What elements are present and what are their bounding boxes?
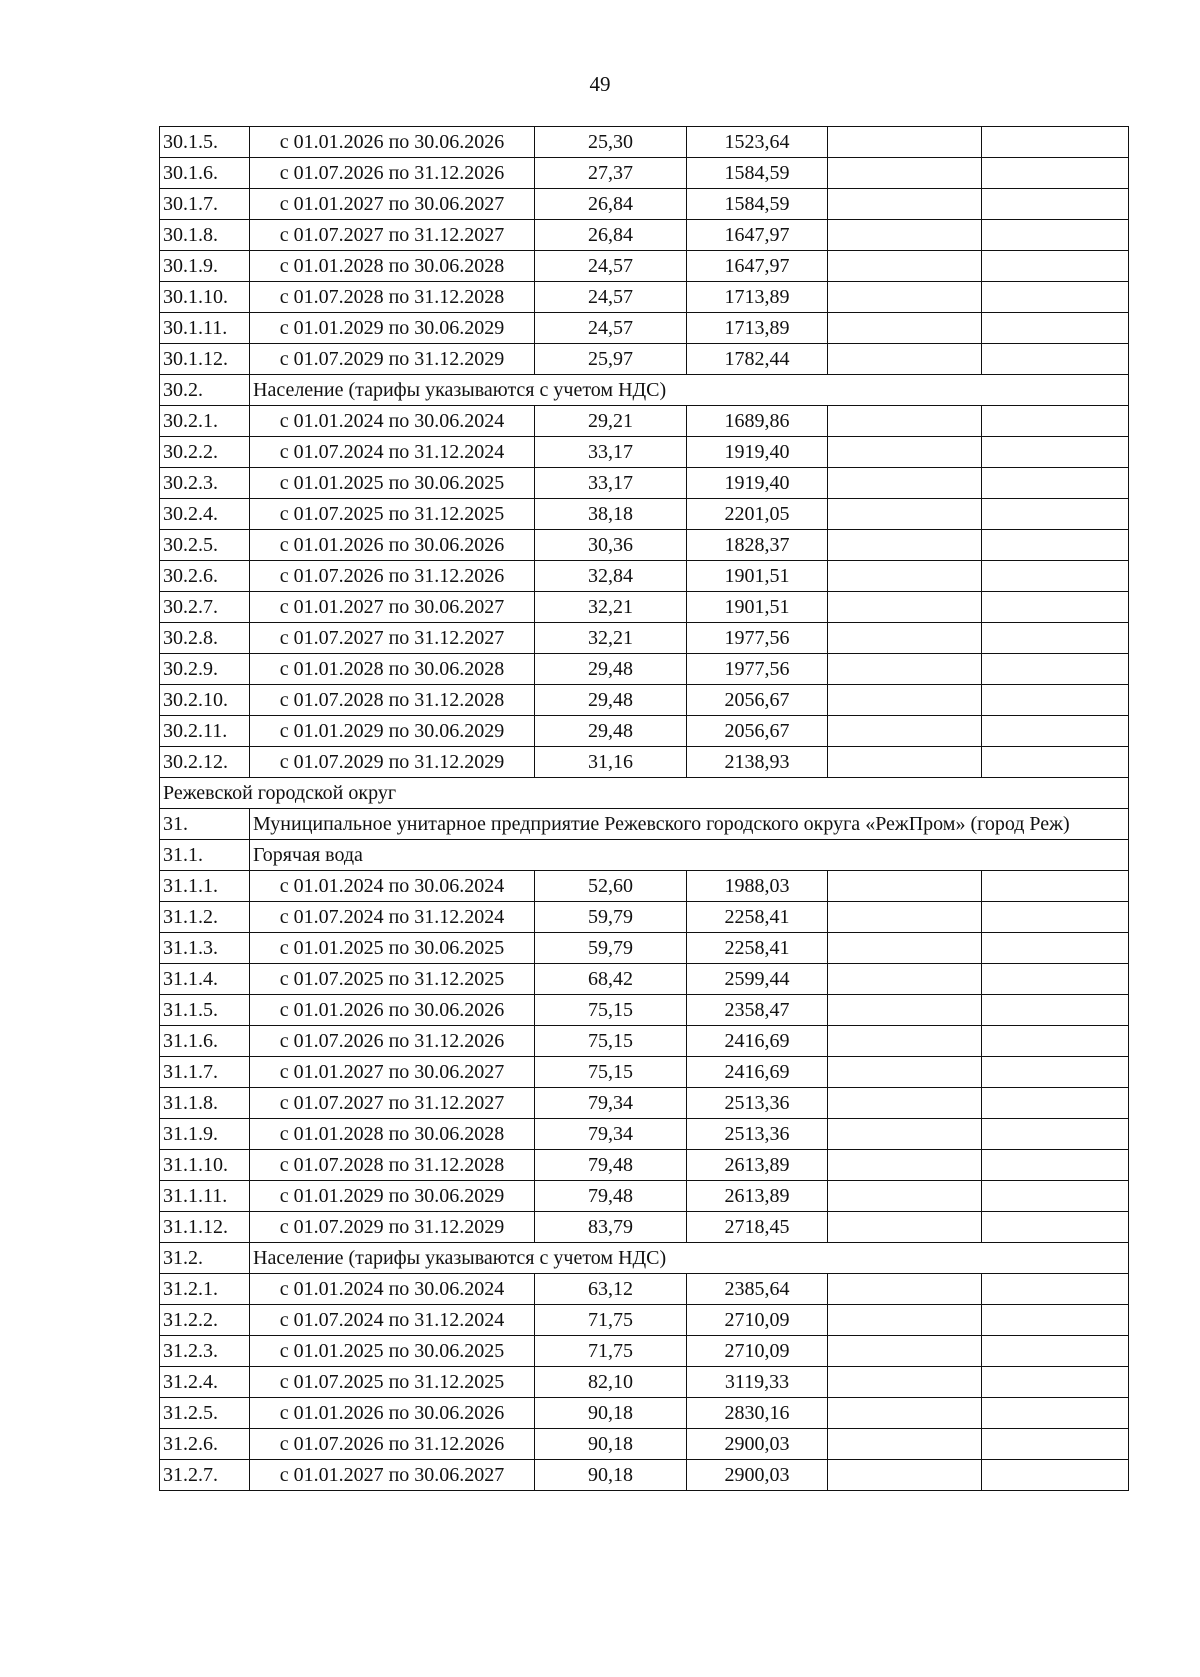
table-row [160, 127, 1129, 158]
tariff-value-2: 2258,41 [687, 902, 828, 933]
empty-cell [982, 1367, 1129, 1398]
tariff-period: с 01.01.2025 по 30.06.2025 [250, 468, 535, 499]
tariff-period: с 01.07.2028 по 31.12.2028 [250, 1150, 535, 1181]
empty-cell [828, 716, 982, 747]
empty-cell [982, 127, 1129, 158]
row-number: 31. [160, 809, 250, 840]
empty-cell [828, 1057, 982, 1088]
row-number: 31.2.6. [160, 1429, 250, 1460]
tariff-table-body [160, 127, 1129, 1491]
row-number: 31.1.11. [160, 1181, 250, 1212]
tariff-value-2: 2416,69 [687, 1026, 828, 1057]
empty-cell [982, 623, 1129, 654]
empty-cell [828, 468, 982, 499]
row-number: 30.1.7. [160, 189, 250, 220]
row-number: 31.1.10. [160, 1150, 250, 1181]
tariff-value-2: 1828,37 [687, 530, 828, 561]
row-number: 31.1.2. [160, 902, 250, 933]
tariff-period: с 01.07.2026 по 31.12.2026 [250, 1429, 535, 1460]
row-number: 31.1.5. [160, 995, 250, 1026]
row-number: 31.1.6. [160, 1026, 250, 1057]
empty-cell [828, 530, 982, 561]
tariff-value-1: 79,34 [535, 1088, 687, 1119]
tariff-value-2: 1988,03 [687, 871, 828, 902]
row-number: 31.2.3. [160, 1336, 250, 1367]
row-number: 30.2.11. [160, 716, 250, 747]
table-row [160, 654, 1129, 685]
tariff-value-2: 1919,40 [687, 437, 828, 468]
table-row [160, 313, 1129, 344]
row-number: 31.1.9. [160, 1119, 250, 1150]
row-number: 30.2.2. [160, 437, 250, 468]
tariff-value-2: 1647,97 [687, 251, 828, 282]
tariff-value-2: 2599,44 [687, 964, 828, 995]
tariff-value-1: 90,18 [535, 1460, 687, 1491]
empty-cell [828, 1460, 982, 1491]
tariff-value-1: 31,16 [535, 747, 687, 778]
row-number: 31.1.4. [160, 964, 250, 995]
table-row [160, 189, 1129, 220]
tariff-value-1: 75,15 [535, 1057, 687, 1088]
empty-cell [982, 995, 1129, 1026]
empty-cell [828, 1274, 982, 1305]
tariff-value-2: 2056,67 [687, 685, 828, 716]
row-number: 30.2.9. [160, 654, 250, 685]
tariff-value-1: 71,75 [535, 1305, 687, 1336]
tariff-period: с 01.01.2027 по 30.06.2027 [250, 592, 535, 623]
empty-cell [828, 1212, 982, 1243]
tariff-period: с 01.01.2026 по 30.06.2026 [250, 530, 535, 561]
tariff-period: с 01.01.2024 по 30.06.2024 [250, 1274, 535, 1305]
empty-cell [828, 995, 982, 1026]
table-section-row [160, 1243, 1129, 1274]
tariff-value-1: 71,75 [535, 1336, 687, 1367]
row-number: 30.1.12. [160, 344, 250, 375]
tariff-value-2: 2900,03 [687, 1460, 828, 1491]
row-number: 30.1.6. [160, 158, 250, 189]
empty-cell [982, 158, 1129, 189]
row-number: 31.1.12. [160, 1212, 250, 1243]
tariff-value-1: 24,57 [535, 313, 687, 344]
section-title: Горячая вода [250, 840, 1129, 871]
empty-cell [828, 282, 982, 313]
tariff-value-1: 25,30 [535, 127, 687, 158]
tariff-value-1: 24,57 [535, 282, 687, 313]
tariff-value-1: 25,97 [535, 344, 687, 375]
empty-cell [982, 716, 1129, 747]
tariff-period: с 01.07.2024 по 31.12.2024 [250, 902, 535, 933]
empty-cell [828, 1088, 982, 1119]
tariff-value-1: 33,17 [535, 437, 687, 468]
tariff-period: с 01.01.2026 по 30.06.2026 [250, 127, 535, 158]
empty-cell [982, 871, 1129, 902]
tariff-value-2: 1584,59 [687, 158, 828, 189]
empty-cell [982, 1274, 1129, 1305]
empty-cell [828, 654, 982, 685]
tariff-value-2: 2513,36 [687, 1119, 828, 1150]
empty-cell [828, 220, 982, 251]
empty-cell [982, 468, 1129, 499]
empty-cell [828, 189, 982, 220]
tariff-value-1: 32,21 [535, 623, 687, 654]
tariff-period: с 01.01.2028 по 30.06.2028 [250, 654, 535, 685]
tariff-value-2: 2201,05 [687, 499, 828, 530]
tariff-value-1: 33,17 [535, 468, 687, 499]
empty-cell [828, 933, 982, 964]
tariff-value-1: 29,48 [535, 716, 687, 747]
tariff-value-2: 2385,64 [687, 1274, 828, 1305]
empty-cell [982, 747, 1129, 778]
tariff-period: с 01.01.2025 по 30.06.2025 [250, 1336, 535, 1367]
tariff-value-1: 83,79 [535, 1212, 687, 1243]
section-title: Население (тарифы указываются с учетом НДС) [250, 375, 1129, 406]
tariff-period: с 01.01.2026 по 30.06.2026 [250, 1398, 535, 1429]
table-row [160, 623, 1129, 654]
empty-cell [828, 1181, 982, 1212]
row-number: 30.1.9. [160, 251, 250, 282]
empty-cell [828, 1119, 982, 1150]
tariff-value-2: 1977,56 [687, 654, 828, 685]
tariff-value-2: 1901,51 [687, 592, 828, 623]
tariff-period: с 01.07.2025 по 31.12.2025 [250, 1367, 535, 1398]
tariff-period: с 01.07.2026 по 31.12.2026 [250, 1026, 535, 1057]
tariff-period: с 01.01.2024 по 30.06.2024 [250, 871, 535, 902]
tariff-value-1: 29,21 [535, 406, 687, 437]
row-number: 30.2.6. [160, 561, 250, 592]
tariff-period: с 01.01.2027 по 30.06.2027 [250, 1460, 535, 1491]
empty-cell [828, 158, 982, 189]
table-row [160, 902, 1129, 933]
tariff-value-2: 2710,09 [687, 1305, 828, 1336]
tariff-value-1: 30,36 [535, 530, 687, 561]
tariff-period: с 01.01.2025 по 30.06.2025 [250, 933, 535, 964]
tariff-value-2: 1977,56 [687, 623, 828, 654]
tariff-value-1: 52,60 [535, 871, 687, 902]
tariff-value-1: 32,21 [535, 592, 687, 623]
empty-cell [828, 623, 982, 654]
tariff-value-1: 90,18 [535, 1429, 687, 1460]
empty-cell [828, 871, 982, 902]
tariff-period: с 01.07.2028 по 31.12.2028 [250, 685, 535, 716]
empty-cell [828, 1026, 982, 1057]
row-number: 30.2.1. [160, 406, 250, 437]
table-row [160, 1367, 1129, 1398]
row-number: 31.1. [160, 840, 250, 871]
table-row [160, 871, 1129, 902]
tariff-value-2: 1782,44 [687, 344, 828, 375]
empty-cell [982, 437, 1129, 468]
table-row [160, 437, 1129, 468]
tariff-period: с 01.07.2026 по 31.12.2026 [250, 561, 535, 592]
table-row [160, 158, 1129, 189]
tariff-value-2: 2513,36 [687, 1088, 828, 1119]
tariff-value-2: 1713,89 [687, 313, 828, 344]
tariff-period: с 01.07.2027 по 31.12.2027 [250, 623, 535, 654]
row-number: 30.1.10. [160, 282, 250, 313]
row-number: 31.2.5. [160, 1398, 250, 1429]
tariff-value-2: 2613,89 [687, 1150, 828, 1181]
tariff-period: с 01.01.2024 по 30.06.2024 [250, 406, 535, 437]
empty-cell [982, 344, 1129, 375]
district-heading: Режевской городской округ [160, 778, 1129, 809]
row-number: 30.2.8. [160, 623, 250, 654]
table-row [160, 530, 1129, 561]
tariff-value-1: 27,37 [535, 158, 687, 189]
table-row [160, 592, 1129, 623]
table-row [160, 1026, 1129, 1057]
table-row [160, 220, 1129, 251]
table-row [160, 1119, 1129, 1150]
tariff-value-2: 1523,64 [687, 127, 828, 158]
row-number: 31.2.4. [160, 1367, 250, 1398]
tariff-period: с 01.07.2025 по 31.12.2025 [250, 499, 535, 530]
empty-cell [828, 964, 982, 995]
tariff-value-2: 1584,59 [687, 189, 828, 220]
tariff-value-1: 29,48 [535, 685, 687, 716]
empty-cell [828, 902, 982, 933]
row-number: 30.2.7. [160, 592, 250, 623]
empty-cell [828, 1429, 982, 1460]
empty-cell [982, 964, 1129, 995]
empty-cell [982, 530, 1129, 561]
row-number: 30.2.3. [160, 468, 250, 499]
empty-cell [982, 499, 1129, 530]
empty-cell [828, 685, 982, 716]
tariff-value-2: 2613,89 [687, 1181, 828, 1212]
row-number: 31.2.2. [160, 1305, 250, 1336]
row-number: 30.2. [160, 375, 250, 406]
tariff-value-2: 1713,89 [687, 282, 828, 313]
tariff-period: с 01.07.2024 по 31.12.2024 [250, 1305, 535, 1336]
tariff-period: с 01.07.2029 по 31.12.2029 [250, 344, 535, 375]
table-row [160, 1088, 1129, 1119]
tariff-value-2: 2416,69 [687, 1057, 828, 1088]
tariff-value-2: 2830,16 [687, 1398, 828, 1429]
tariff-value-2: 3119,33 [687, 1367, 828, 1398]
row-number: 30.2.10. [160, 685, 250, 716]
table-row [160, 1336, 1129, 1367]
table-row [160, 406, 1129, 437]
table-row [160, 1274, 1129, 1305]
tariff-value-1: 32,84 [535, 561, 687, 592]
empty-cell [982, 1088, 1129, 1119]
empty-cell [828, 406, 982, 437]
table-row [160, 1429, 1129, 1460]
section-title: Муниципальное унитарное предприятие Режевского городского округа «РежПром» (город Реж) [250, 809, 1129, 840]
table-row [160, 282, 1129, 313]
table-row [160, 468, 1129, 499]
tariff-value-1: 82,10 [535, 1367, 687, 1398]
empty-cell [982, 220, 1129, 251]
tariff-period: с 01.07.2027 по 31.12.2027 [250, 1088, 535, 1119]
table-row [160, 1398, 1129, 1429]
empty-cell [828, 251, 982, 282]
empty-cell [982, 654, 1129, 685]
empty-cell [828, 344, 982, 375]
empty-cell [982, 1119, 1129, 1150]
tariff-value-1: 90,18 [535, 1398, 687, 1429]
tariff-value-1: 26,84 [535, 220, 687, 251]
empty-cell [828, 1367, 982, 1398]
empty-cell [982, 313, 1129, 344]
tariff-value-1: 68,42 [535, 964, 687, 995]
empty-cell [982, 1305, 1129, 1336]
empty-cell [982, 406, 1129, 437]
table-row [160, 1057, 1129, 1088]
table-row [160, 1305, 1129, 1336]
row-number: 31.1.8. [160, 1088, 250, 1119]
row-number: 31.2. [160, 1243, 250, 1274]
tariff-value-1: 75,15 [535, 1026, 687, 1057]
empty-cell [982, 1336, 1129, 1367]
tariff-value-2: 1901,51 [687, 561, 828, 592]
empty-cell [982, 1057, 1129, 1088]
table-row [160, 499, 1129, 530]
table-row [160, 1150, 1129, 1181]
tariff-value-2: 2900,03 [687, 1429, 828, 1460]
tariff-value-1: 59,79 [535, 902, 687, 933]
table-row [160, 1212, 1129, 1243]
tariff-value-2: 2138,93 [687, 747, 828, 778]
empty-cell [982, 189, 1129, 220]
row-number: 30.2.4. [160, 499, 250, 530]
tariff-period: с 01.01.2029 по 30.06.2029 [250, 716, 535, 747]
tariff-value-2: 2358,47 [687, 995, 828, 1026]
row-number: 30.2.5. [160, 530, 250, 561]
tariff-period: с 01.07.2029 по 31.12.2029 [250, 747, 535, 778]
tariff-value-1: 26,84 [535, 189, 687, 220]
empty-cell [828, 592, 982, 623]
tariff-value-1: 79,48 [535, 1181, 687, 1212]
empty-cell [982, 1398, 1129, 1429]
tariff-period: с 01.01.2027 по 30.06.2027 [250, 1057, 535, 1088]
empty-cell [828, 499, 982, 530]
empty-cell [982, 1181, 1129, 1212]
empty-cell [982, 933, 1129, 964]
empty-cell [828, 313, 982, 344]
tariff-value-2: 1919,40 [687, 468, 828, 499]
tariff-value-1: 29,48 [535, 654, 687, 685]
tariff-value-1: 75,15 [535, 995, 687, 1026]
tariff-value-2: 1647,97 [687, 220, 828, 251]
table-section-row [160, 809, 1129, 840]
table-row [160, 964, 1129, 995]
row-number: 30.1.5. [160, 127, 250, 158]
row-number: 31.1.1. [160, 871, 250, 902]
empty-cell [982, 282, 1129, 313]
table-row [160, 251, 1129, 282]
table-row [160, 344, 1129, 375]
tariff-value-2: 2710,09 [687, 1336, 828, 1367]
table-row [160, 685, 1129, 716]
table-row [160, 747, 1129, 778]
row-number: 31.2.1. [160, 1274, 250, 1305]
empty-cell [828, 1305, 982, 1336]
section-title: Население (тарифы указываются с учетом НДС) [250, 1243, 1129, 1274]
empty-cell [982, 561, 1129, 592]
tariff-table [159, 126, 1129, 1491]
empty-cell [828, 1150, 982, 1181]
tariff-value-2: 2718,45 [687, 1212, 828, 1243]
empty-cell [828, 561, 982, 592]
empty-cell [982, 685, 1129, 716]
empty-cell [982, 1429, 1129, 1460]
tariff-period: с 01.07.2026 по 31.12.2026 [250, 158, 535, 189]
tariff-value-1: 79,48 [535, 1150, 687, 1181]
table-section-row [160, 375, 1129, 406]
empty-cell [828, 747, 982, 778]
empty-cell [982, 1212, 1129, 1243]
tariff-period: с 01.01.2027 по 30.06.2027 [250, 189, 535, 220]
row-number: 31.2.7. [160, 1460, 250, 1491]
tariff-period: с 01.07.2024 по 31.12.2024 [250, 437, 535, 468]
tariff-period: с 01.07.2025 по 31.12.2025 [250, 964, 535, 995]
tariff-period: с 01.07.2029 по 31.12.2029 [250, 1212, 535, 1243]
table-row [160, 1460, 1129, 1491]
row-number: 30.2.12. [160, 747, 250, 778]
tariff-value-2: 2258,41 [687, 933, 828, 964]
tariff-period: с 01.07.2027 по 31.12.2027 [250, 220, 535, 251]
table-row [160, 1181, 1129, 1212]
table-row [160, 561, 1129, 592]
tariff-value-1: 38,18 [535, 499, 687, 530]
page-number: 49 [589, 72, 611, 96]
empty-cell [982, 251, 1129, 282]
empty-cell [982, 1026, 1129, 1057]
empty-cell [982, 1150, 1129, 1181]
tariff-value-1: 63,12 [535, 1274, 687, 1305]
empty-cell [982, 1460, 1129, 1491]
table-row [160, 995, 1129, 1026]
tariff-value-1: 79,34 [535, 1119, 687, 1150]
table-heading-row [160, 778, 1129, 809]
tariff-period: с 01.01.2029 по 30.06.2029 [250, 1181, 535, 1212]
tariff-period: с 01.01.2029 по 30.06.2029 [250, 313, 535, 344]
tariff-period: с 01.01.2028 по 30.06.2028 [250, 1119, 535, 1150]
tariff-period: с 01.01.2028 по 30.06.2028 [250, 251, 535, 282]
empty-cell [828, 127, 982, 158]
empty-cell [982, 592, 1129, 623]
row-number: 30.1.11. [160, 313, 250, 344]
empty-cell [828, 1336, 982, 1367]
row-number: 30.1.8. [160, 220, 250, 251]
row-number: 31.1.7. [160, 1057, 250, 1088]
table-row [160, 933, 1129, 964]
empty-cell [828, 437, 982, 468]
tariff-value-1: 59,79 [535, 933, 687, 964]
empty-cell [828, 1398, 982, 1429]
tariff-value-2: 2056,67 [687, 716, 828, 747]
table-section-row [160, 840, 1129, 871]
tariff-value-1: 24,57 [535, 251, 687, 282]
table-row [160, 716, 1129, 747]
tariff-period: с 01.01.2026 по 30.06.2026 [250, 995, 535, 1026]
tariff-value-2: 1689,86 [687, 406, 828, 437]
tariff-period: с 01.07.2028 по 31.12.2028 [250, 282, 535, 313]
row-number: 31.1.3. [160, 933, 250, 964]
empty-cell [982, 902, 1129, 933]
